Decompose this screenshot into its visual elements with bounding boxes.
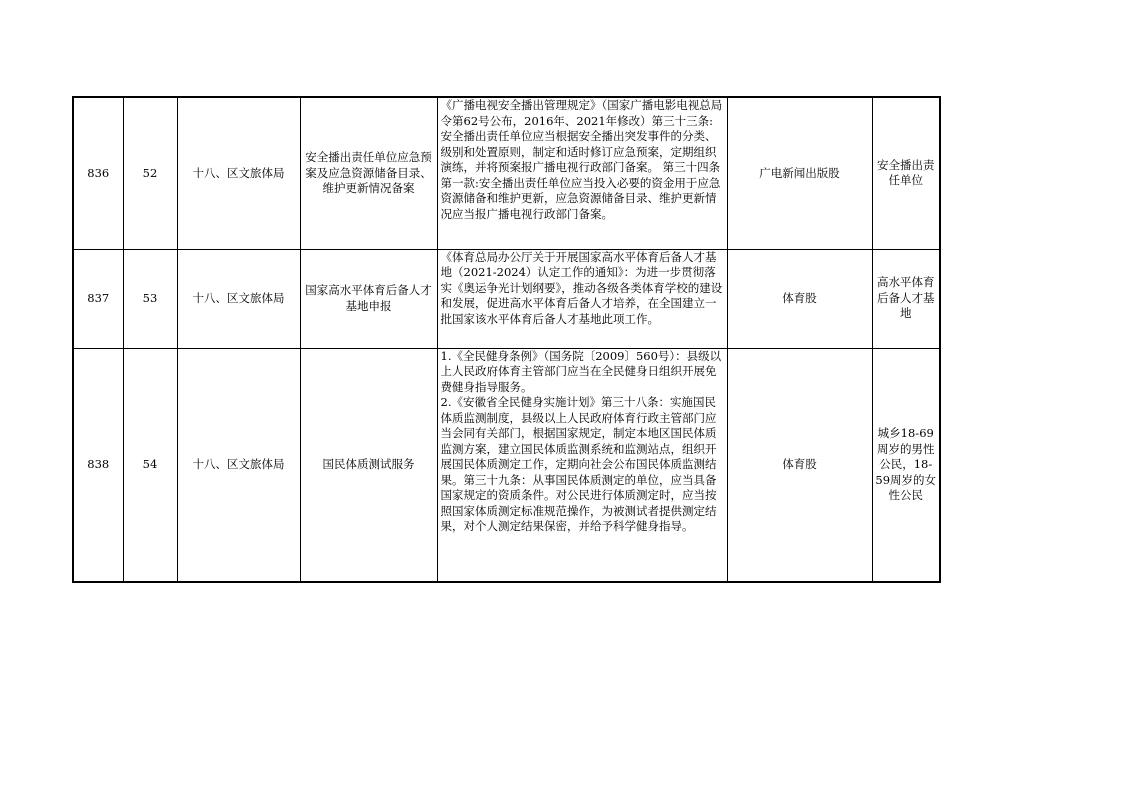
table-row <box>73 249 940 348</box>
sub-seq-cell: 53 <box>123 249 177 348</box>
basis-cell: 《体育总局办公厅关于开展国家高水平体育后备人才基地（2021-2024）认定工作的通知》：为进一步贯彻落实《奥运争光计划纲要》，推动各级各类体育学校的建设和发展，促进高水平体育后备人才培养，在全国建立一批国家该水平体育后备人才基地此项工作。 <box>437 249 727 348</box>
section-cell: 广电新闻出版股 <box>727 97 872 249</box>
sub-seq-cell: 52 <box>123 97 177 249</box>
seq-cell: 836 <box>73 97 123 249</box>
department-cell: 十八、区文旅体局 <box>177 249 300 348</box>
target-cell: 高水平体育后备人才基地 <box>872 249 940 348</box>
basis-cell <box>437 348 727 582</box>
table-row <box>73 348 940 582</box>
section-cell: 体育股 <box>727 249 872 348</box>
catalog-table <box>72 96 941 583</box>
seq-cell: 838 <box>73 348 123 582</box>
basis-line: 2.《安徽省全民健身实施计划》第三十八条：实施国民体质监测制度，县级以上人民政府体育行政主管部门应当会同有关部门，根据国家规定，制定本地区国民体质监测方案，建立国民体质监测系统和监测站点，组织开展国民体质测定工作，定期向社会公布国民体质监测结果。第三十九条：从事国民体质测定的单位，应当具备国家规定的资质条件。对公民进行体质测定时，应当按照国家体质测定标准规范操作，为被测试者提供测定结果，对个人测定结果保密，并给予科学健身指导。 <box>440 395 717 533</box>
item-name-cell: 国家高水平体育后备人才基地申报 <box>300 249 437 348</box>
target-cell: 城乡18-69周岁的男性公民，18-59周岁的女性公民 <box>872 348 940 582</box>
department-cell: 十八、区文旅体局 <box>177 348 300 582</box>
sub-seq-cell: 54 <box>123 348 177 582</box>
target-cell: 安全播出责任单位 <box>872 97 940 249</box>
department-cell: 十八、区文旅体局 <box>177 97 300 249</box>
item-name-cell: 安全播出责任单位应急预案及应急资源储备目录、维护更新情况备案 <box>300 97 437 249</box>
item-name-cell: 国民体质测试服务 <box>300 348 437 582</box>
basis-line: 1.《全民健身条例》（国务院〔2009〕560号）：县级以上人民政府体育主管部门应当在全民健身日组织开展免费健身指导服务。 <box>440 348 722 394</box>
section-cell: 体育股 <box>727 348 872 582</box>
seq-cell: 837 <box>73 249 123 348</box>
table-row <box>73 97 940 249</box>
basis-cell: 《广播电视安全播出管理规定》（国家广播电影电视总局令第62号公布，2016年、2021年修改）第三十三条:安全播出责任单位应当根据安全播出突发事件的分类、级别和处置原则，制定和适时修订应急预案，定期组织演练，并将预案报广播电视行政部门备案。 第三十四条第一款:安全播出责任单位应当投入必要的资金用于应急资源储备和维护更新，应急资源储备目录、维护更新情况应当报广播电视行政部门备案。 <box>437 97 727 249</box>
